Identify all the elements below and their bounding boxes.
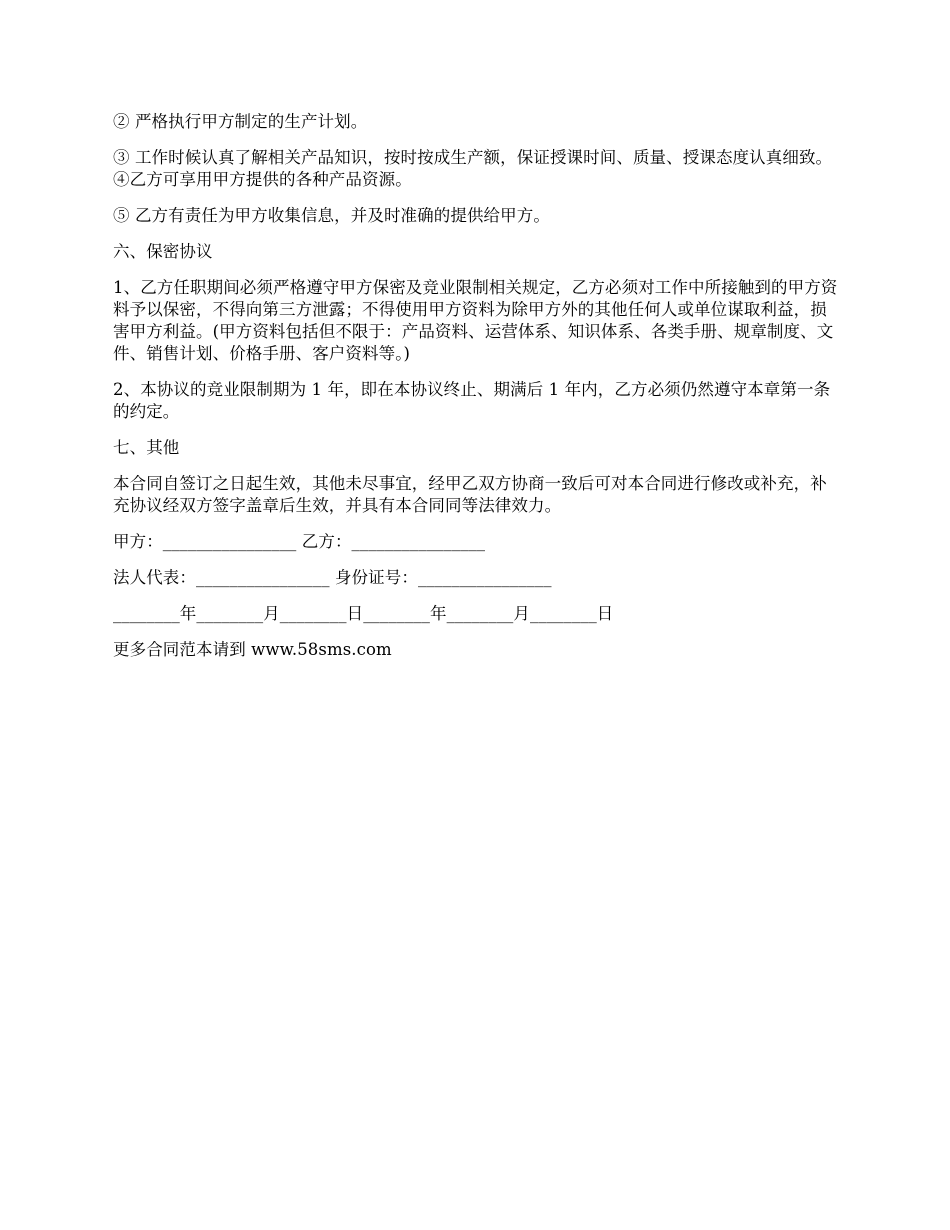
signature-date-line: ________年________月________日________年________月________日: [113, 604, 614, 623]
signature-representative-line: 法人代表：________________ 身份证号：________________: [113, 568, 552, 587]
clause-5-information: ⑤ 乙方有责任为甲方收集信息，并及时准确的提供给甲方。: [113, 206, 550, 225]
section-heading-confidentiality: 六、保密协议: [113, 242, 213, 261]
signature-parties-line: 甲方：________________ 乙方：________________: [113, 532, 486, 551]
section-heading-other: 七、其他: [113, 438, 180, 457]
confidentiality-clause-1: 1、乙方任职期间必须严格遵守甲方保密及竞业限制相关规定，乙方必须对工作中所接触到的甲方资料予以保密，不得向第三方泄露；不得使用甲方资料为除甲方外的其他任何人或单位谋取利益，损害甲方利益。(甲方资料包括但不限于：产品资料、运营体系、知识体系、各类手册、规章制度、文件、销售计划、价格手册、客户资料等。): [113, 278, 838, 363]
footer-more-templates: 更多合同范本请到 www.58sms.com: [113, 640, 392, 659]
confidentiality-clause-2: 2、本协议的竞业限制期为 1 年，即在本协议终止、期满后 1 年内，乙方必须仍然遵守本章第一条的约定。: [113, 380, 831, 421]
document-page: [113, 111, 843, 675]
clause-2-production-plan: ② 严格执行甲方制定的生产计划。: [113, 112, 368, 131]
effectiveness-clause: 本合同自签订之日起生效，其他未尽事宜，经甲乙双方协商一致后可对本合同进行修改或补充，补充协议经双方签字盖章后生效，并具有本合同同等法律效力。: [113, 474, 827, 515]
clause-3-4-product-knowledge: ③ 工作时候认真了解相关产品知识，按时按成生产额，保证授课时间、质量、授课态度认真细致。 ④乙方可享用甲方提供的各种产品资源。: [113, 148, 838, 189]
